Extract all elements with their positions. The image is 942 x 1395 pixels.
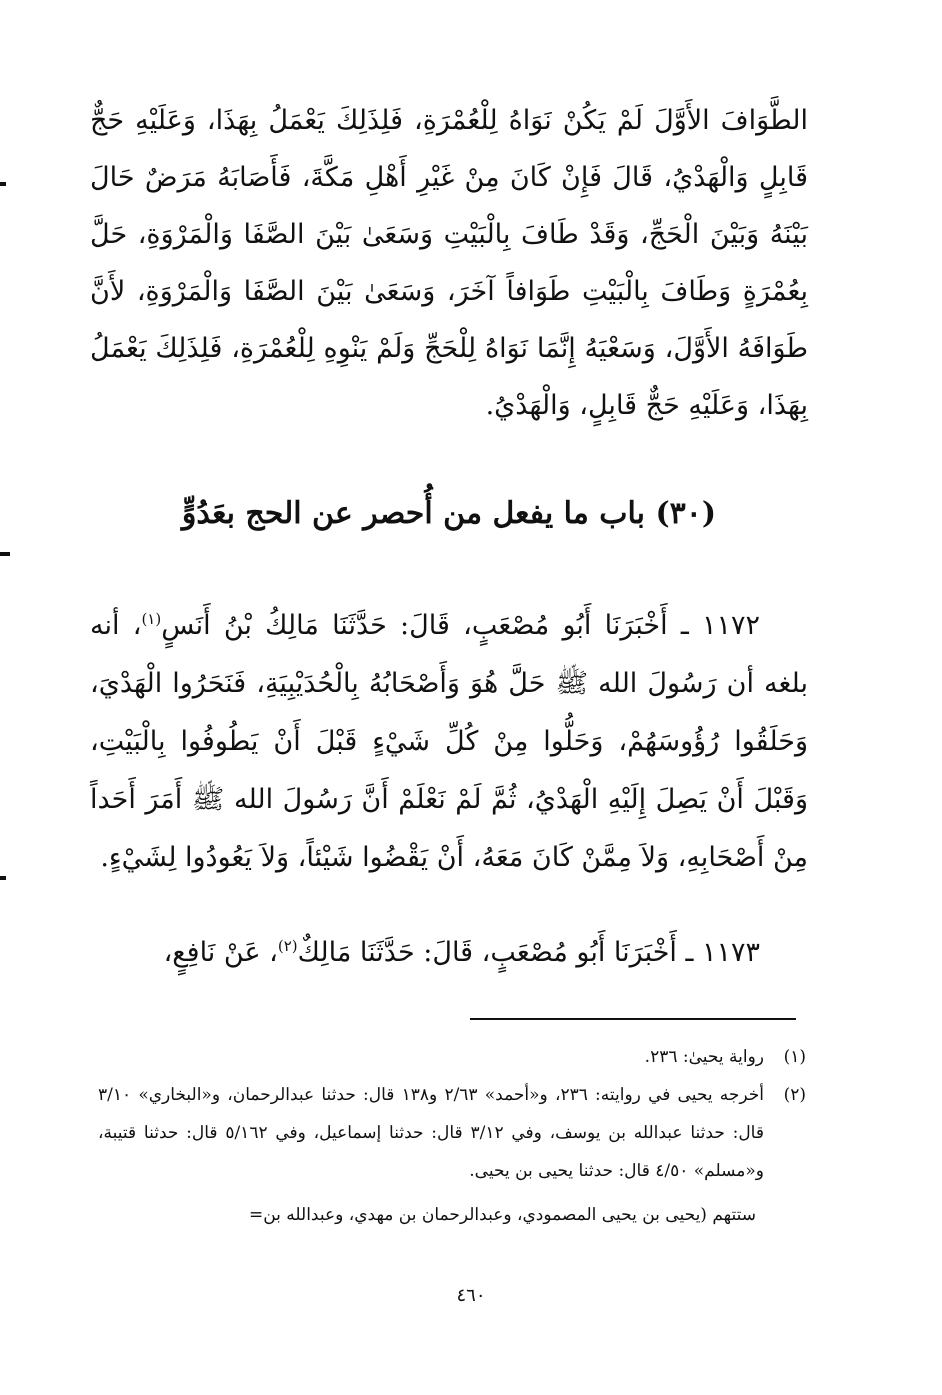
page-number: ٤٦٠	[456, 1285, 486, 1306]
footnote-divider	[470, 1018, 796, 1020]
footnote-text: أخرجه يحيى في روايته: ٢٣٦، و«أحمد» ٢/٦٣ و١٣٨ قال: حدثنا عبدالرحمان، و«البخاري» ٣/١٠ قال: حدثنا عبدالله بن يوسف، وفي ٣/١٢ قال: حدثنا إسماعيل، وفي ٥/١٦٢ قال: حدثنا قتيبة، و«مسلم» ٤/٥٠ قال: حدثنا يحيى بن يحيى.	[98, 1085, 764, 1181]
footnote-text: رواية يحيىٰ: ٢٣٦.	[644, 1047, 764, 1067]
hadith-1173-body: ، عَنْ نَافِعٍ،	[163, 937, 278, 968]
scan-edge-mark	[0, 552, 10, 556]
scan-edge-mark	[0, 876, 6, 880]
footnote-2	[98, 1076, 806, 1190]
scan-edge-mark	[0, 182, 6, 186]
hadith-1173	[90, 917, 808, 982]
top-paragraph: الطَّوَافَ الأَوَّلَ لَمْ يَكُنْ نَوَاهُ لِلْعُمْرَةِ، فَلِذَلِكَ يَعْمَلُ بِهَذَا، وَعَلَيْهِ حَجٌّ قَابِلٍ وَالْهَدْيُ، قَالَ فَإِنْ كَانَ مِنْ غَيْرِ أَهْلِ مَكَّةَ، فَأَصَابَهُ مَرَضٌ حَالَ بَيْنَهُ وَبَيْنَ الْحَجِّ، وَقَدْ طَافَ بِالْبَيْتِ وَسَعَىٰ بَيْنَ الصَّفَا وَالْمَرْوَةِ، حَلَّ بِعُمْرَةٍ وَطَافَ بِالْبَيْتِ طَوَافاً آخَرَ، وَسَعَىٰ بَيْنَ الصَّفَا وَالْمَرْوَةِ، لأَنَّ طَوَافَهُ الأَوَّلَ، وَسَعْيَهُ إِنَّمَا نَوَاهُ لِلْحَجِّ وَلَمْ يَنْوِهِ لِلْعُمْرَةِ، فَلِذَلِكَ يَعْمَلُ بِهَذَا، وَعَلَيْهِ حَجٌّ قَابِلٍ، وَالْهَدْيُ.	[90, 105, 808, 421]
footnotes	[98, 1038, 806, 1234]
hadith-1172-opening: ١١٧٢ ـ أَخْبَرَنَا أَبُو مُصْعَبٍ، قَالَ: حَدَّثَنَا مَالِكُ بْنُ أَنَسٍ	[161, 610, 760, 641]
hadith-1173-opening: ١١٧٣ ـ أَخْبَرَنَا أَبُو مُصْعَبٍ، قَالَ: حَدَّثَنَا مَالِكٌ	[297, 937, 760, 968]
section-heading: (٣٠) باب ما يفعل من أُحصر عن الحج بعَدُوٍّ	[181, 496, 717, 531]
page-body	[90, 92, 808, 982]
hadith-1172-body: ، أنه بلغه أن رَسُولَ الله ﷺ حَلَّ هُوَ وَأَصْحَابُهُ بِالْحُدَيْبِيَةِ، فَنَحَرُوا الْهَدْيَ، وَحَلَقُوا رُؤُوسَهُمْ، وَحَلُّوا مِنْ كُلِّ شَيْءٍ قَبْلَ أَنْ يَطُوفُوا بِالْبَيْتِ، وَقَبْلَ أَنْ يَصِلَ إِلَيْهِ الْهَدْيُ، ثُمَّ لَمْ نَعْلَمْ أَنَّ رَسُولَ الله ﷺ أَمَرَ أَحَداً مِنْ أَصْحَابِهِ، وَلاَ مِمَّنْ كَانَ مَعَهُ، أَنْ يَقْضُوا شَيْئاً، وَلاَ يَعُودُوا لِشَيْءٍ.	[90, 610, 808, 873]
footnote-ref-1[interactable]: (١)	[141, 610, 162, 628]
hadith-1172	[90, 590, 808, 887]
footnote-number: (١)	[783, 1047, 806, 1067]
footnote-number: (٢)	[783, 1085, 806, 1105]
footnote-ref-2[interactable]: (٢)	[277, 937, 298, 955]
footnote-continuation: ستتهم (يحيى بن يحيى المصمودي، وعبدالرحمان بن مهدي، وعبدالله بن=	[248, 1205, 756, 1225]
footnote-1	[98, 1038, 806, 1076]
